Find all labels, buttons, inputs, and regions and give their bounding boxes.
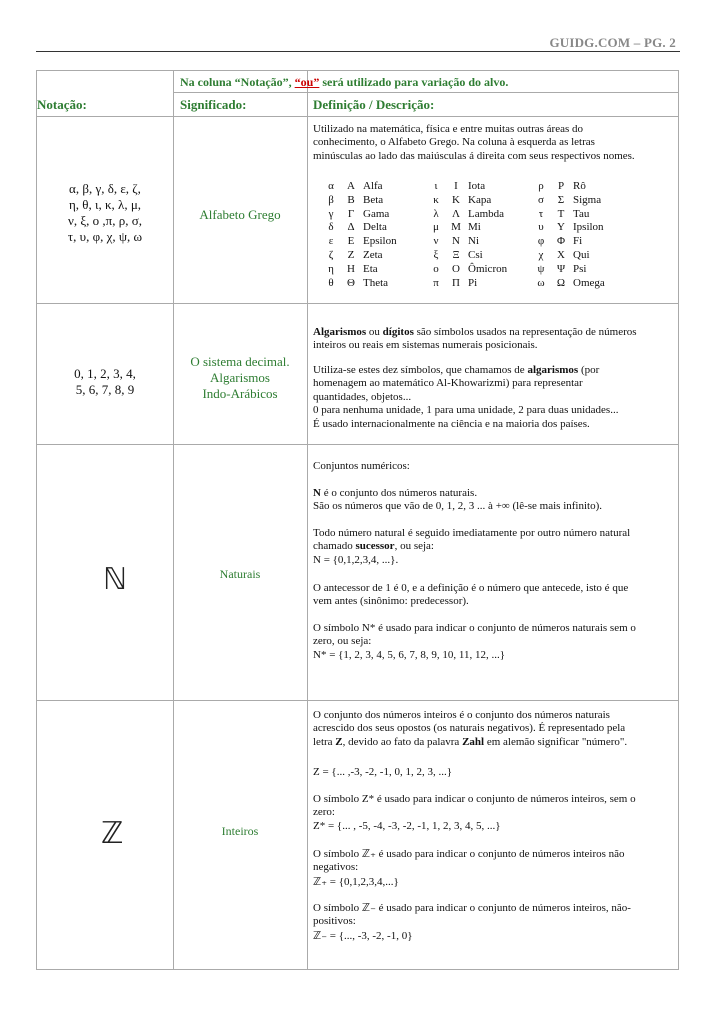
greek-letter-name: Csi [468,248,483,261]
greek-lowercase: υ [538,221,544,234]
row-divider [37,444,678,445]
greek-uppercase: Η [347,262,355,275]
col-header-significado: Significado: [180,97,247,112]
naturals-star-line: O símbolo N* é usado para indicar o conjunto de números naturais sem o [313,622,636,634]
text: O símbolo [313,848,362,860]
greek-uppercase: Ψ [556,262,566,275]
greek-intro-line: minúsculas ao lado das maiúsculas á direita com seus respectivos nomes. [313,149,635,162]
col-header-notacao: Notação: [37,97,87,112]
greek-notation-line: τ, υ, φ, χ, ψ, ω [67,229,143,244]
text: letra [313,735,336,748]
greek-lowercase: ψ [537,262,545,275]
text: em alemão significar "número". [484,735,628,748]
greek-alphabet-table [322,180,623,290]
greek-letter-name: Eta [363,262,378,275]
greek-uppercase: Ν [452,235,460,248]
greek-letter-name: Iota [468,180,486,192]
text: ou [366,326,383,338]
z-minus-symbol: ℤ₋ [361,901,376,914]
header-separator: – [630,35,644,50]
greek-uppercase: Φ [556,235,566,248]
integers-def-line: O conjunto dos números inteiros é o conjunto dos números naturais [313,709,610,721]
digits-notation-line: 5, 6, 7, 8, 9 [75,382,135,397]
integers-def-line [313,736,627,749]
greek-uppercase: Δ [347,221,355,234]
greek-lowercase: σ [538,193,544,206]
greek-letter-name: Zeta [363,248,383,261]
naturals-successor [313,527,630,567]
greek-letter-name: Theta [363,276,389,289]
greek-lowercase: α [328,180,334,192]
greek-notation-line: η, θ, ι, κ, λ, μ, [68,197,142,212]
term-algarismos: Algarismos [313,326,367,338]
greek-uppercase: Ξ [452,248,460,261]
greek-uppercase: Ρ [557,180,565,192]
greek-letter-name: Rô [573,180,586,192]
greek-letter-name: Alfa [363,180,383,192]
greek-letter-name: Tau [573,207,590,220]
greek-letter-name: Lambda [468,207,505,220]
greek-uppercase: Κ [452,193,460,206]
greek-intro-line: conhecimento, o Alfabeto Grego. Na coluna à esquerda as letras [313,136,595,149]
naturals-predecessor [313,582,628,609]
greek-letter-name: Psi [573,262,587,275]
greek-lowercase: θ [328,276,334,289]
greek-letter-name: Sigma [573,193,602,206]
integers-nonpositive-line: positivos: [313,915,356,928]
row-divider [37,116,678,117]
greek-row [322,221,623,235]
term-zahl: Zahl [462,735,485,748]
naturals-def-line [313,487,602,500]
greek-letter-name: Gama [363,207,390,220]
integers-star-line: zero: [313,806,335,819]
greek-letter-name: Pi [468,276,478,289]
digits-notation-line: 0, 1, 2, 3, 4, [74,366,136,381]
symbol-z: Z [335,735,343,748]
greek-lowercase: φ [537,235,545,248]
naturals-title: Conjuntos numéricos: [313,460,410,472]
naturals-successor-line: Todo número natural é seguido imediatamente por outro número natural [313,527,631,539]
greek-lowercase: τ [538,207,544,220]
integers-nonnegative [313,847,625,889]
integers-symbol: ℤ [101,816,124,851]
z-plus-symbol: ℤ₊ [313,874,327,888]
integers-nonpositive [313,901,631,943]
greek-lowercase: λ [433,207,439,220]
naturals-meaning: Naturais [219,567,261,581]
digits-p2-line: quantidades, objetos... [313,390,412,403]
greek-alphabet-body [322,180,623,290]
greek-letter-name: Beta [363,193,384,206]
greek-letter-name: Delta [363,221,387,234]
row-divider [37,303,678,304]
greek-row [322,180,623,194]
naturals-symbol: ℕ [103,562,128,597]
text: chamado [313,540,356,553]
text: é usado para indicar o conjunto de números inteiros não [375,848,625,860]
term-algarismos: algarismos [527,364,579,376]
greek-uppercase: Ζ [347,248,355,261]
row-divider [173,92,678,93]
greek-lowercase: δ [328,221,334,234]
integers-star [313,793,636,833]
greek-lowercase: ο [433,262,439,275]
greek-row [322,263,623,277]
note [180,75,508,89]
greek-lowercase: ι [434,180,438,192]
naturals-successor-line [313,540,630,553]
naturals-star [313,622,636,662]
row-divider [37,700,678,701]
text: Utiliza-se estes dez símbolos, que chamamos de [313,364,528,376]
digits-p2-line: 0 para nenhuma unidade, 1 para uma unidade, 2 para duas unidades... [313,404,619,417]
greek-uppercase: Ε [347,235,355,248]
text: = {..., -3, -2, -1, 0} [327,929,413,942]
greek-uppercase: Σ [557,193,565,206]
greek-letter-name: Fi [573,235,583,248]
greek-letter-name: Ômicron [468,262,508,275]
naturals-predecessor-line: vem antes (sinônimo: predecessor). [313,595,469,608]
greek-row [322,235,623,249]
greek-notation [37,181,173,245]
header-title [549,35,676,51]
greek-row [322,249,623,263]
greek-uppercase: Τ [557,207,565,220]
integers-def-line: acrescido dos seus opostos (os naturais negativos). É representado pela [313,722,626,735]
greek-uppercase: Χ [557,248,565,261]
digits-p2-line: homenagem ao matemático Al-Khowarizmi) para representar [313,377,583,390]
greek-uppercase: Λ [452,207,460,220]
greek-uppercase: Α [347,180,355,192]
site-name: GUIDG.COM [549,35,631,50]
greek-notation-line: ν, ξ, ο ,π, ρ, σ, [68,213,142,228]
greek-lowercase: γ [328,207,334,220]
naturals-star-line: zero, ou seja: [313,635,372,648]
greek-meaning: Alfabeto Grego [199,207,281,222]
z-minus-symbol: ℤ₋ [313,928,327,942]
text: é o conjunto dos números naturais. [320,487,478,499]
text: é usado para indicar o conjunto de números inteiros, não- [375,902,631,914]
greek-lowercase: κ [433,193,439,206]
integers-nonnegative-line [313,875,625,889]
integers-meaning: Inteiros [221,824,259,838]
digits-meaning-line: Indo-Arábicos [202,386,278,401]
greek-lowercase: χ [538,248,544,261]
digits-meaning [173,354,307,402]
greek-uppercase: Μ [451,221,461,234]
page-number: 2 [669,35,676,50]
naturals-def-line: São os números que vão de 0, 1, 2, 3 ... à +∞ (lê-se mais infinito). [313,500,602,513]
greek-letter-name: Mi [468,221,481,234]
greek-letter-name: Ni [468,235,479,248]
note-prefix: Na coluna “Notação”, [180,75,295,89]
integers-star-line: Z* = {... , -5, -4, -3, -2, -1, 1, 2, 3, 4, 5, ...} [313,819,501,832]
greek-lowercase: η [328,262,334,275]
digits-meaning-line: Algarismos [210,370,270,385]
naturals-def [313,487,602,514]
naturals-predecessor-line: O antecessor de 1 é 0, e a definição é o número que antecede, isto é que [313,582,629,594]
greek-letter-name: Epsilon [363,235,397,248]
z-plus-symbol: ℤ₊ [361,847,376,860]
digits-notation [37,366,173,398]
integers-def [313,709,627,749]
page-header [36,29,680,52]
naturals-successor-line: N = {0,1,2,3,4, ...}. [313,553,399,566]
greek-lowercase: ζ [328,248,334,261]
note-suffix: será utilizado para variação do alvo. [319,75,509,89]
greek-uppercase: Ο [452,262,460,275]
greek-row [322,277,623,291]
greek-notation-line: α, β, γ, δ, ε, ζ, [69,181,141,196]
greek-row [322,194,623,208]
integers-nonnegative-line: negativos: [313,861,359,874]
greek-lowercase: ξ [433,248,439,261]
text: , ou seja: [394,540,434,553]
greek-lowercase: ν [433,235,439,248]
term-sucessor: sucessor [355,540,395,553]
greek-lowercase: π [433,276,439,289]
column-divider [307,71,308,969]
integers-nonnegative-line [313,847,625,861]
digits-p2-line [313,364,618,377]
digits-p2-line: É usado internacionalmente na ciência e na maioria dos países. [313,417,590,430]
greek-intro [313,123,635,163]
page-label: PG. [643,35,670,50]
greek-lowercase: ρ [538,180,544,192]
text: = {0,1,2,3,4,...} [327,875,399,888]
text: O símbolo [313,902,362,914]
greek-lowercase: ε [328,235,334,248]
digits-p2 [313,364,618,431]
integers-nonpositive-line [313,901,631,915]
symbol-n: N [313,487,321,499]
naturals-star-line: N* = {1, 2, 3, 4, 5, 6, 7, 8, 9, 10, 11, 12, ...} [313,648,506,661]
greek-letter-name: Omega [573,276,605,289]
greek-uppercase: Ω [556,276,566,289]
term-digitos: dígitos [382,326,414,338]
integers-star-line: O símbolo Z* é usado para indicar o conjunto de números inteiros, sem o [313,793,636,805]
greek-uppercase: Γ [347,207,355,220]
note-ou: “ou” [294,75,320,89]
text: (por [578,364,600,376]
greek-lowercase: β [328,193,334,206]
greek-letter-name: Ipsilon [573,221,604,234]
greek-uppercase: Β [347,193,355,206]
digits-p1-line [313,326,637,339]
text: , devido ao fato da palavra [342,735,463,748]
integers-set: Z = {... ,-3, -2, -1, 0, 1, 2, 3, ...} [313,766,452,778]
digits-p1-line: inteiros ou reais em sistemas numerais posicionais. [313,339,538,352]
greek-letter-name: Qui [573,248,590,261]
greek-uppercase: Π [452,276,460,289]
integers-nonpositive-line [313,929,631,943]
digits-p1 [313,326,637,353]
digits-meaning-line: O sistema decimal. [190,354,290,369]
greek-letter-name: Kapa [468,193,492,206]
greek-row [322,208,623,222]
col-header-definicao: Definição / Descrição: [313,97,435,112]
greek-uppercase: Ι [454,180,458,192]
text: são símbolos usados na representação de números [413,326,637,338]
greek-uppercase: Υ [557,221,565,234]
greek-intro-line: Utilizado na matemática, física e entre muitas outras áreas do [313,123,583,135]
greek-lowercase: ω [537,276,545,289]
greek-uppercase: Θ [347,276,355,289]
greek-lowercase: μ [433,221,439,234]
